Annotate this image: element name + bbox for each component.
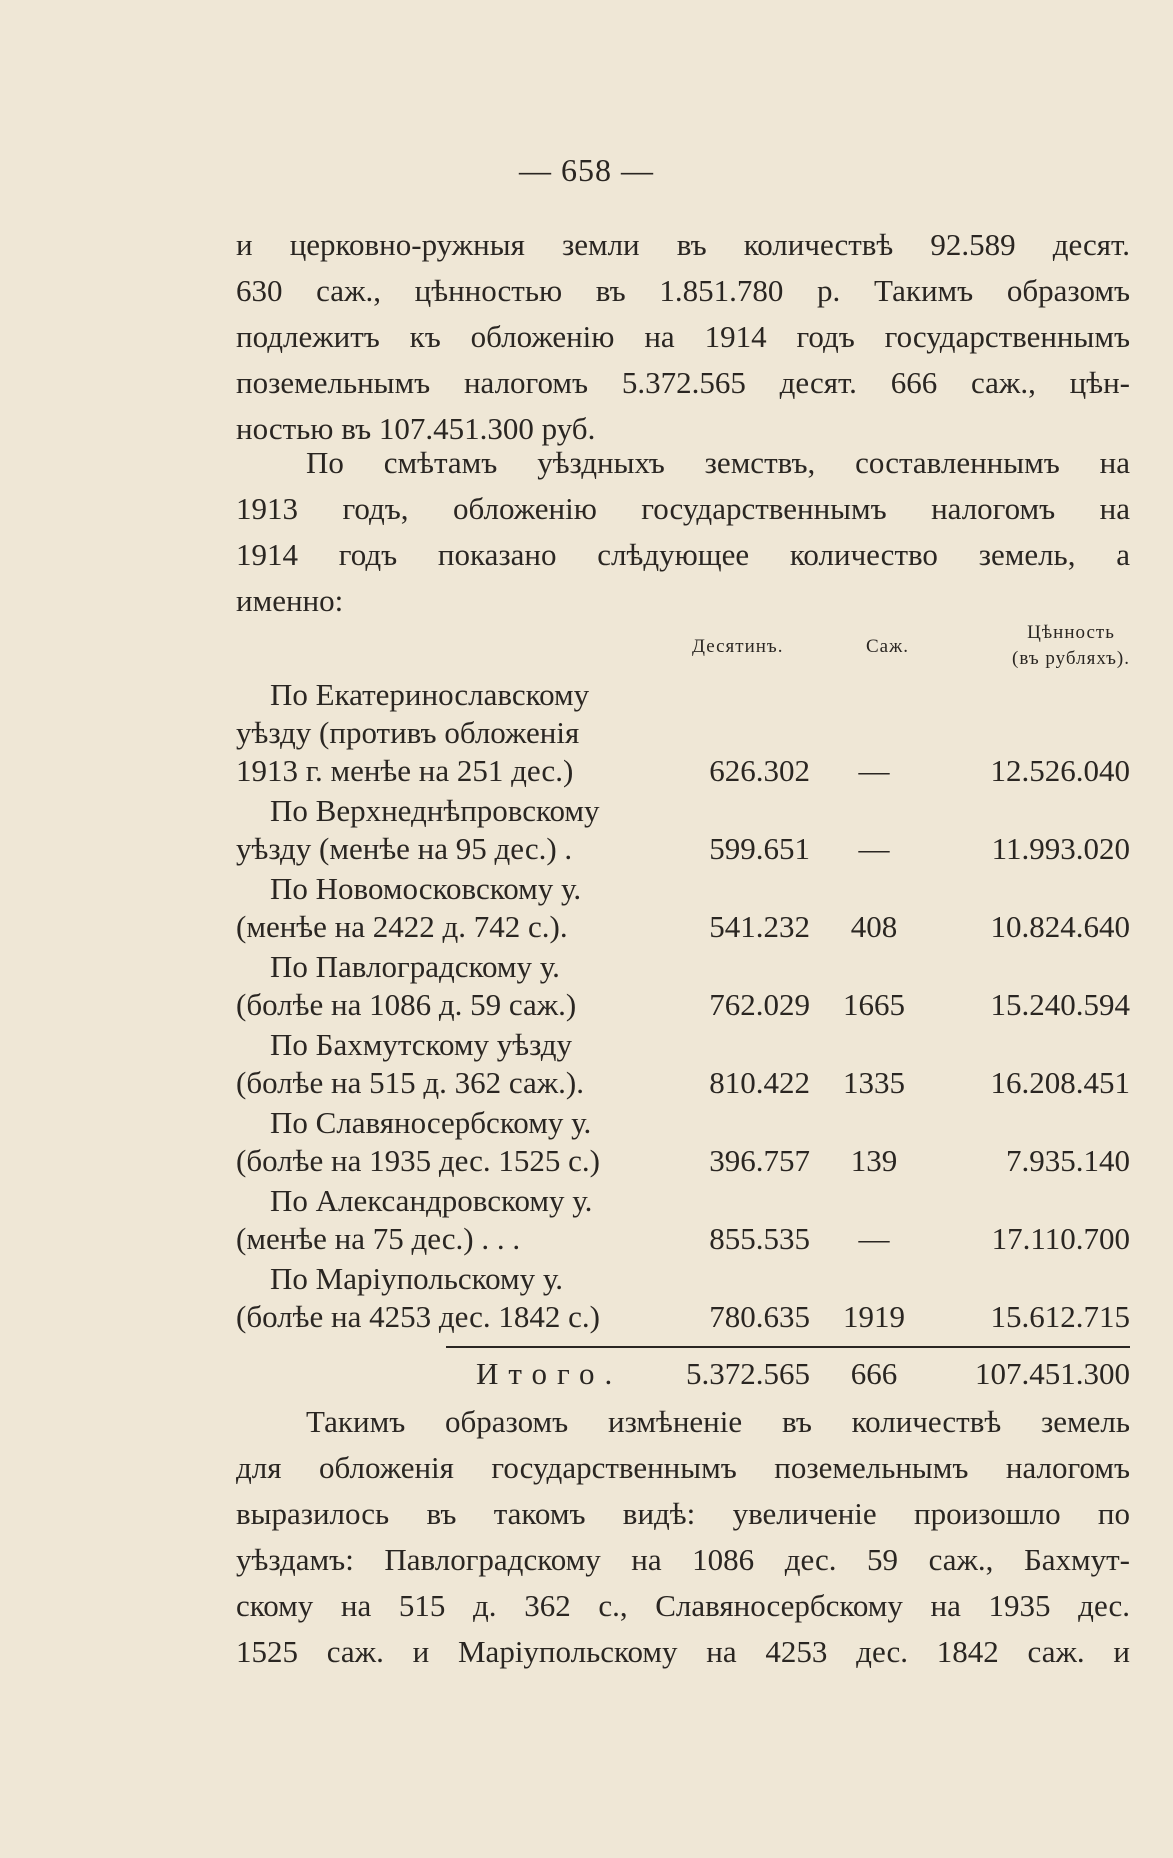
- district-name-line: 1913 г. менѣе на 251 дес.): [236, 753, 574, 788]
- desyatin-cell: 762.029: [709, 987, 810, 1022]
- district-name-line: (менѣе на 75 дес.) . . .: [236, 1221, 521, 1256]
- text-line: уѣздамъ: Павлоградскому на 1086 дес. 59 саж., Бахмут-: [236, 1542, 1130, 1577]
- district-name-line: По Екатеринославскому: [270, 677, 590, 712]
- table-row: [236, 1026, 1130, 1102]
- value-cell: 15.612.715: [990, 1299, 1130, 1334]
- district-name-line: (болѣе на 1086 д. 59 саж.): [236, 987, 577, 1022]
- district-name-line: По Славяносербскому у.: [270, 1105, 592, 1140]
- land-table: [236, 618, 1130, 1398]
- district-name: [236, 1260, 656, 1336]
- text-line: для обложенія государственнымъ поземельнымъ налогомъ: [236, 1450, 1130, 1485]
- header-value-line2: (въ рубляхъ).: [1012, 648, 1130, 669]
- text-line: Такимъ образомъ измѣненіе въ количествѣ земель: [306, 1404, 1130, 1439]
- table-row: [236, 1260, 1130, 1336]
- district-name-line: По Александровскому у.: [270, 1183, 593, 1218]
- text-line: 630 саж., цѣнностью въ 1.851.780 р. Такимъ образомъ: [236, 273, 1130, 308]
- table-row: [236, 676, 1130, 790]
- total-row: [236, 1348, 1130, 1398]
- table-header: [236, 618, 1130, 676]
- header-value-line1: Цѣнность: [1027, 622, 1115, 643]
- district-name-line: По Маріупольскому у.: [270, 1261, 564, 1296]
- sazh-cell: —: [858, 831, 890, 866]
- district-name-line: (менѣе на 2422 д. 742 с.).: [236, 909, 568, 944]
- sazh-cell: 1665: [843, 987, 905, 1022]
- value-cell: 7.935.140: [1006, 1143, 1130, 1178]
- table-row: [236, 1182, 1130, 1258]
- table-row: [236, 792, 1130, 868]
- district-name: [236, 1182, 656, 1258]
- page-number: — 658 —: [519, 152, 654, 188]
- text-line: поземельнымъ налогомъ 5.372.565 десят. 666 саж., цѣн-: [236, 365, 1130, 400]
- table-row: [236, 870, 1130, 946]
- district-name-line: По Верхнеднѣпровскому: [270, 793, 600, 828]
- sazh-cell: —: [858, 1221, 890, 1256]
- desyatin-cell: 810.422: [709, 1065, 810, 1100]
- value-cell: 15.240.594: [990, 987, 1130, 1022]
- desyatin-cell: 855.535: [709, 1221, 810, 1256]
- district-name-line: уѣзду (противъ обложенія: [236, 715, 580, 750]
- value-cell: 16.208.451: [990, 1065, 1130, 1100]
- district-name-line: По Новомосковскому у.: [270, 871, 582, 906]
- district-name: [236, 792, 656, 868]
- district-name-line: уѣзду (менѣе на 95 дес.) .: [236, 831, 573, 866]
- sazh-cell: —: [858, 753, 890, 788]
- text-line: подлежитъ къ обложенію на 1914 годъ государственнымъ: [236, 319, 1130, 354]
- paragraph-3: [236, 1399, 1130, 1675]
- district-name-line: (болѣе на 1935 дес. 1525 с.): [236, 1143, 600, 1178]
- text-line: По смѣтамъ уѣздныхъ земствъ, составленнымъ на: [306, 445, 1130, 480]
- desyatin-cell: 780.635: [709, 1299, 810, 1334]
- text-line: 1913 годъ, обложенію государственнымъ налогомъ на: [236, 491, 1130, 526]
- sazh-cell: 408: [850, 909, 898, 944]
- district-name-line: По Павлоградскому у.: [270, 949, 560, 984]
- text-line: скому на 515 д. 362 с., Славяносербскому на 1935 дес.: [236, 1588, 1130, 1623]
- text-line: ностью въ 107.451.300 руб.: [236, 411, 596, 446]
- district-name: [236, 676, 656, 790]
- district-name-line: (болѣе на 4253 дес. 1842 с.): [236, 1299, 600, 1334]
- sazh-cell: 1335: [843, 1065, 905, 1100]
- text-line: именно:: [236, 583, 344, 618]
- total-value: 107.451.300: [975, 1356, 1130, 1391]
- district-name: [236, 870, 656, 946]
- sazh-cell: 1919: [843, 1299, 905, 1334]
- value-cell: 12.526.040: [990, 753, 1130, 788]
- total-label: Итого.: [476, 1356, 623, 1391]
- header-desyatin: Десятинъ.: [692, 636, 784, 657]
- total-desyatin: 5.372.565: [686, 1356, 810, 1391]
- text-line: 1525 саж. и Маріупольскому на 4253 дес. 1842 саж. и: [236, 1634, 1130, 1669]
- district-name: [236, 1104, 656, 1180]
- sazh-cell: 139: [850, 1143, 898, 1178]
- desyatin-cell: 599.651: [709, 831, 810, 866]
- desyatin-cell: 396.757: [709, 1143, 810, 1178]
- district-name: [236, 1026, 656, 1102]
- paragraph-2: [236, 440, 1130, 624]
- district-name: [236, 948, 656, 1024]
- table-body: [236, 676, 1130, 1336]
- table-row: [236, 1104, 1130, 1180]
- text-line: и церковно-ружныя земли въ количествѣ 92.589 десят.: [236, 227, 1130, 262]
- header-sazh: Саж.: [866, 636, 909, 657]
- desyatin-cell: 541.232: [709, 909, 810, 944]
- value-cell: 17.110.700: [991, 1221, 1130, 1256]
- total-sazh: 666: [850, 1356, 898, 1391]
- value-cell: 11.993.020: [991, 831, 1130, 866]
- district-name-line: (болѣе на 515 д. 362 саж.).: [236, 1065, 585, 1100]
- table-row: [236, 948, 1130, 1024]
- desyatin-cell: 626.302: [709, 753, 810, 788]
- text-line: 1914 годъ показано слѣдующее количество земель, а: [236, 537, 1130, 572]
- text-line: выразилось въ такомъ видѣ: увеличеніе произошло по: [236, 1496, 1130, 1531]
- district-name-line: По Бахмутскому уѣзду: [270, 1027, 573, 1062]
- value-cell: 10.824.640: [990, 909, 1130, 944]
- header-value: [1012, 620, 1130, 672]
- paragraph-1: [236, 222, 1130, 452]
